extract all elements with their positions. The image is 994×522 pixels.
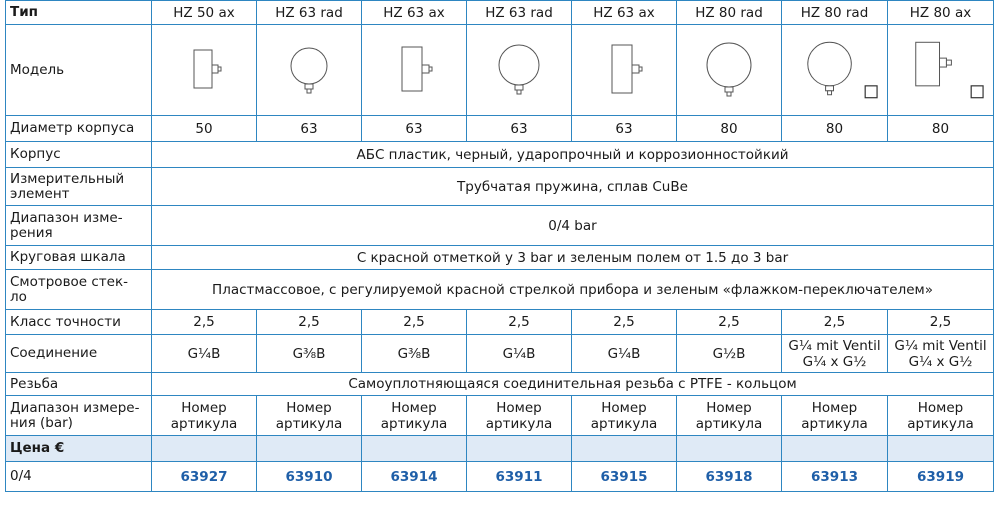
accuracy-cell: 2,5 [572,310,677,335]
accuracy-row [6,310,994,335]
model-cell [362,25,467,116]
connection-cell [152,335,257,373]
glass-row [6,270,994,310]
article-number: 63911 [467,462,572,492]
diameter-row [6,116,994,142]
article-header-cell [888,396,994,436]
scale-value: С красной отметкой у 3 bar и зеленым полем от 1.5 до 3 bar [152,246,994,270]
diameter-cell: 80 [888,116,994,142]
type-cell: HZ 63 ax [572,1,677,25]
connection-line1: G½B [712,345,746,362]
price-cell [572,436,677,462]
accuracy-cell: 2,5 [362,310,467,335]
article-header-cell [572,396,677,436]
article-number: 63919 [888,462,994,492]
article-header-cell [152,396,257,436]
article-header-line2: артикула [170,415,238,432]
connection-line1: G¼B [187,345,221,362]
connection-label: Соединение [6,335,152,373]
model-label: Модель [6,25,152,116]
housing-row [6,142,994,168]
connection-cell [362,335,467,373]
scale-row [6,246,994,270]
model-cell [152,25,257,116]
article-header-line2: артикула [380,415,448,432]
axial-gauge-icon [594,41,654,99]
connection-line1: G¼ mit Ventil [788,337,881,354]
diameter-cell: 80 [677,116,782,142]
axial-gauge-with-box-icon [892,38,989,102]
housing-label: Корпус [6,142,152,168]
diameter-label: Диаметр корпуса [6,116,152,142]
connection-line1: G¼ mit Ventil [894,337,987,354]
axial-gauge-icon [384,42,444,98]
article-number: 63927 [152,462,257,492]
scale-label: Круговая шкала [6,246,152,270]
article-header-line1: Номер [496,399,542,416]
glass-value: Пластмассовое, с регулируемой красной стрелкой прибора и зеленым «флажком-переключателем» [152,270,994,310]
price-cell [467,436,572,462]
article-header-line1: Номер [706,399,752,416]
article-range: 0/4 [6,462,152,492]
connection-cell [257,335,362,373]
radial-gauge-with-box-icon [786,38,883,102]
element-label [6,168,152,206]
model-cell [467,25,572,116]
diameter-cell: 50 [152,116,257,142]
model-cell [677,25,782,116]
accuracy-cell: 2,5 [888,310,994,335]
price-cell [677,436,782,462]
article-number: 63910 [257,462,362,492]
glass-label [6,270,152,310]
element-label-line2: элемент [10,185,70,202]
type-cell: HZ 63 ax [362,1,467,25]
range-label-line2: рения [10,224,53,241]
article-header-line2: артикула [801,415,868,432]
price-cell [152,436,257,462]
connection-cell [888,335,994,373]
range-bar-label [6,396,152,436]
article-row [6,462,994,492]
radial-gauge-icon [489,41,549,99]
model-cell [572,25,677,116]
connection-line1: G⅜B [397,345,431,362]
range-row [6,206,994,246]
price-cell [362,436,467,462]
price-cell [888,436,994,462]
thread-value: Самоуплотняющаяся соединительная резьба с PTFE - кольцом [152,373,994,396]
diameter-cell: 63 [362,116,467,142]
diameter-cell: 80 [782,116,888,142]
thread-row [6,373,994,396]
article-number: 63914 [362,462,467,492]
accuracy-cell: 2,5 [467,310,572,335]
model-row [6,25,994,116]
type-cell: HZ 50 ax [152,1,257,25]
type-cell: HZ 80 rad [677,1,782,25]
connection-line1: G¼B [607,345,641,362]
accuracy-cell: 2,5 [152,310,257,335]
article-number: 63915 [572,462,677,492]
range-bar-label-line1: Диапазон измере- [10,399,140,416]
radial-gauge-icon [699,39,759,101]
article-header-cell [362,396,467,436]
thread-label: Резьба [6,373,152,396]
type-cell: HZ 80 rad [782,1,888,25]
accuracy-cell: 2,5 [782,310,888,335]
diameter-cell: 63 [257,116,362,142]
article-header-line2: артикула [695,415,763,432]
price-row [6,436,994,462]
accuracy-label: Класс точности [6,310,152,335]
connection-line2: G¼ x G½ [802,353,867,370]
connection-cell [782,335,888,373]
model-cell [257,25,362,116]
model-cell [888,25,994,116]
type-row [6,1,994,25]
connection-line1: G¼B [502,345,536,362]
range-bar-label-line2: ния (bar) [10,414,73,431]
article-header-cell [467,396,572,436]
connection-row [6,335,994,373]
type-cell: HZ 63 rad [257,1,362,25]
article-header-line2: артикула [275,415,343,432]
accuracy-cell: 2,5 [257,310,362,335]
model-cell [782,25,888,116]
connection-cell [677,335,782,373]
radial-gauge-icon [279,42,339,98]
article-header-line2: артикула [485,415,553,432]
range-label-line1: Диапазон изме- [10,209,123,226]
type-label: Тип [6,1,152,25]
connection-line1: G⅜B [292,345,326,362]
element-label-line1: Измерительный [10,170,125,187]
article-number: 63918 [677,462,782,492]
range-value: 0/4 bar [152,206,994,246]
price-label: Цена € [6,436,152,462]
article-header-line1: Номер [181,399,227,416]
specification-table [5,0,994,492]
diameter-cell: 63 [572,116,677,142]
type-cell: HZ 80 ax [888,1,994,25]
connection-line2: G¼ x G½ [908,353,973,370]
range-label [6,206,152,246]
article-number: 63913 [782,462,888,492]
glass-label-line2: ло [10,288,27,305]
type-cell: HZ 63 rad [467,1,572,25]
article-header-line1: Номер [391,399,437,416]
range-bar-row [6,396,994,436]
glass-label-line1: Смотровое стек- [10,273,128,290]
diameter-cell: 63 [467,116,572,142]
article-header-line2: артикула [590,415,658,432]
connection-cell [467,335,572,373]
price-cell [257,436,362,462]
element-value: Трубчатая пружина, сплав CuBe [152,168,994,206]
article-header-line1: Номер [601,399,647,416]
price-cell [782,436,888,462]
article-header-cell [677,396,782,436]
housing-value: АБС пластик, черный, ударопрочный и коррозионностойкий [152,142,994,168]
article-header-cell [782,396,888,436]
article-header-line1: Номер [811,399,858,416]
element-row [6,168,994,206]
article-header-line2: артикула [907,415,974,432]
article-header-line1: Номер [286,399,332,416]
axial-gauge-icon [174,44,234,96]
article-header-cell [257,396,362,436]
article-header-line1: Номер [917,399,964,416]
connection-cell [572,335,677,373]
accuracy-cell: 2,5 [677,310,782,335]
